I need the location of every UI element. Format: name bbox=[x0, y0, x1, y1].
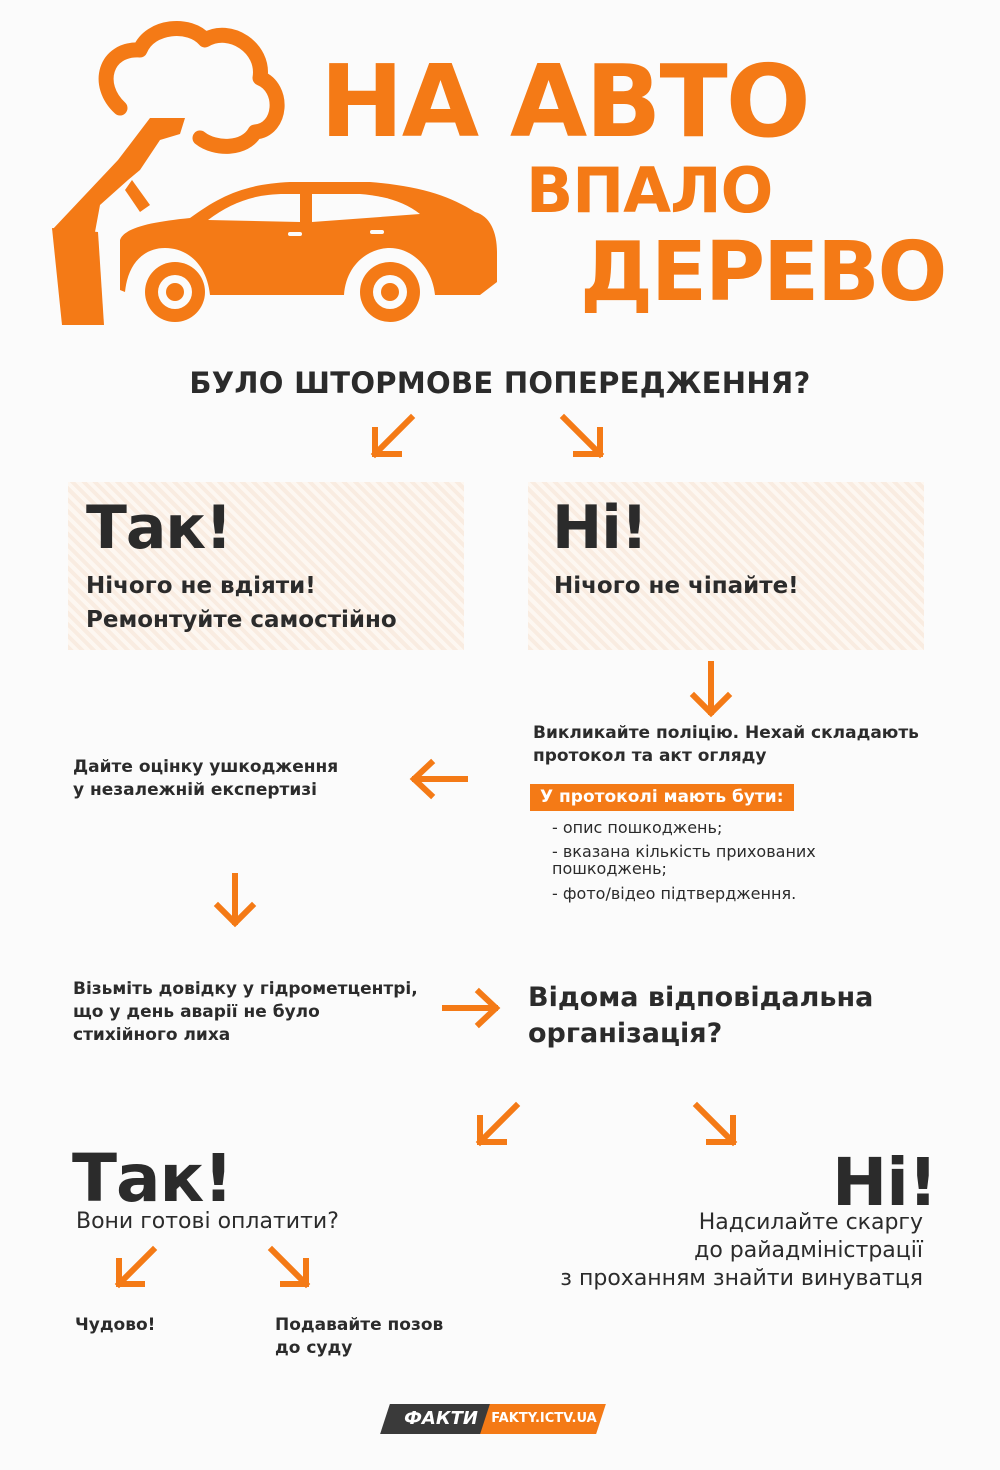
option-court-line-1: Подавайте позов bbox=[275, 1315, 444, 1335]
arrow-down-right-icon bbox=[688, 1100, 743, 1155]
no-heading: Ні! bbox=[552, 493, 648, 563]
yes-heading: Так! bbox=[86, 493, 232, 563]
arrow-down-left-icon bbox=[470, 1100, 525, 1155]
title-line-2: ВПАЛО bbox=[526, 154, 773, 227]
yes-line-1: Нічого не вдіяти! bbox=[86, 573, 316, 599]
hydromet-line-3: стихійного лиха bbox=[73, 1025, 231, 1045]
footer-url: FAKTY.ICTV.UA bbox=[491, 1411, 597, 1426]
arrow-left-icon bbox=[405, 754, 470, 804]
option-great: Чудово! bbox=[75, 1315, 156, 1335]
no-line-1: Нічого не чіпайте! bbox=[554, 573, 799, 599]
protocol-item-3: - фото/відео підтвердження. bbox=[552, 884, 797, 903]
org-no-heading: Ні! bbox=[832, 1144, 937, 1221]
title-line-3: ДЕРЕВО bbox=[580, 225, 946, 320]
org-yes-heading: Так! bbox=[72, 1140, 233, 1217]
org-question-line-1: Відома відповідальна bbox=[528, 982, 874, 1013]
storm-warning-question: БУЛО ШТОРМОВЕ ПОПЕРЕДЖЕННЯ? bbox=[189, 366, 811, 400]
hydromet-line-2: що у день аварії не було bbox=[73, 1002, 320, 1022]
org-no-line-2: до райадміністрації bbox=[694, 1238, 923, 1263]
arrow-down-icon bbox=[210, 872, 260, 932]
arrow-down-right-icon bbox=[555, 412, 610, 467]
org-no-line-3: з проханням знайти винуватця bbox=[560, 1266, 923, 1291]
hydromet-line-1: Візьміть довідку у гідрометцентрі, bbox=[73, 979, 418, 999]
org-no-line-1: Надсилайте скаргу bbox=[698, 1210, 923, 1235]
org-question-line-2: організація? bbox=[528, 1018, 723, 1049]
expertise-line-1: Дайте оцінку ушкодження bbox=[73, 757, 339, 777]
arrow-right-icon bbox=[440, 983, 505, 1033]
footer-logo bbox=[385, 1404, 603, 1434]
arrow-down-right-icon bbox=[262, 1244, 317, 1296]
title-line-1: НА АВТО bbox=[320, 43, 809, 160]
org-yes-question: Вони готові оплатити? bbox=[76, 1209, 339, 1234]
footer-brand: ФАКТИ bbox=[404, 1408, 478, 1429]
yes-line-2: Ремонтуйте самостійно bbox=[86, 607, 397, 633]
protocol-item-1: - опис пошкоджень; bbox=[552, 818, 723, 837]
arrow-down-icon bbox=[686, 660, 736, 720]
police-line-2: протокол та акт огляду bbox=[533, 746, 767, 766]
protocol-item-2: - вказана кількість прихованих bbox=[552, 842, 816, 861]
protocol-tag: У протоколі мають бути: bbox=[530, 784, 794, 811]
protocol-item-2-cont: пошкоджень; bbox=[552, 859, 667, 878]
arrow-down-left-icon bbox=[108, 1244, 163, 1296]
car-icon bbox=[120, 182, 497, 322]
arrow-down-left-icon bbox=[365, 412, 420, 467]
expertise-line-2: у незалежній експертизі bbox=[73, 780, 317, 800]
option-court-line-2: до суду bbox=[275, 1338, 353, 1358]
police-line-1: Викликайте поліцію. Нехай складають bbox=[533, 723, 919, 743]
